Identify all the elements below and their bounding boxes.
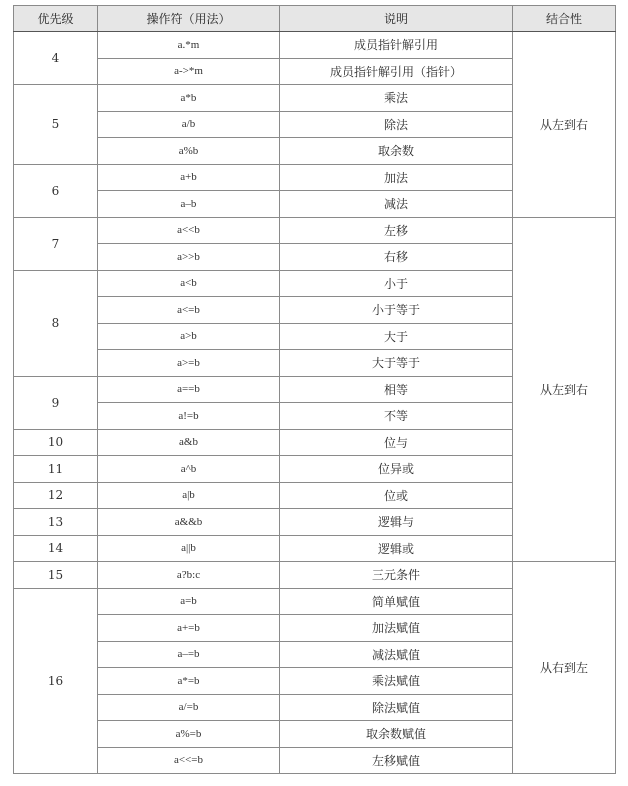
description-cell: 成员指针解引用（指针） xyxy=(280,58,513,85)
precedence-cell: 8 xyxy=(14,270,98,376)
usage-cell: a=b xyxy=(98,588,280,615)
table-row xyxy=(14,32,616,59)
precedence-cell: 6 xyxy=(14,164,98,217)
description-cell: 加法 xyxy=(280,164,513,191)
header-associativity: 结合性 xyxy=(513,6,616,32)
precedence-cell: 16 xyxy=(14,588,98,774)
usage-cell: a%b xyxy=(98,138,280,165)
usage-cell: a>=b xyxy=(98,350,280,377)
precedence-cell: 5 xyxy=(14,85,98,165)
usage-cell: a*=b xyxy=(98,668,280,695)
usage-cell: a<<b xyxy=(98,217,280,244)
description-cell: 大于 xyxy=(280,323,513,350)
usage-cell: a||b xyxy=(98,535,280,562)
associativity-cell: 从左到右 xyxy=(513,217,616,562)
precedence-cell: 14 xyxy=(14,535,98,562)
associativity-cell: 从右到左 xyxy=(513,562,616,774)
description-cell: 相等 xyxy=(280,376,513,403)
description-cell: 左移 xyxy=(280,217,513,244)
description-cell: 除法 xyxy=(280,111,513,138)
description-cell: 减法 xyxy=(280,191,513,218)
usage-cell: a&b xyxy=(98,429,280,456)
usage-cell: a!=b xyxy=(98,403,280,430)
description-cell: 小于 xyxy=(280,270,513,297)
table-row xyxy=(14,562,616,589)
usage-cell: a<=b xyxy=(98,297,280,324)
description-cell: 乘法赋值 xyxy=(280,668,513,695)
usage-cell: a/=b xyxy=(98,694,280,721)
description-cell: 逻辑或 xyxy=(280,535,513,562)
header-precedence: 优先级 xyxy=(14,6,98,32)
usage-cell: a/b xyxy=(98,111,280,138)
description-cell: 减法赋值 xyxy=(280,641,513,668)
usage-cell: a&&b xyxy=(98,509,280,536)
header-operator: 操作符（用法） xyxy=(98,6,280,32)
usage-cell: a>>b xyxy=(98,244,280,271)
table-header-row xyxy=(14,6,616,32)
description-cell: 右移 xyxy=(280,244,513,271)
usage-cell: a^b xyxy=(98,456,280,483)
usage-cell: a%=b xyxy=(98,721,280,748)
description-cell: 左移赋值 xyxy=(280,747,513,774)
description-cell: 成员指针解引用 xyxy=(280,32,513,59)
precedence-cell: 4 xyxy=(14,32,98,85)
description-cell: 简单赋值 xyxy=(280,588,513,615)
precedence-cell: 9 xyxy=(14,376,98,429)
precedence-cell: 12 xyxy=(14,482,98,509)
associativity-cell: 从左到右 xyxy=(513,32,616,218)
usage-cell: a|b xyxy=(98,482,280,509)
description-cell: 除法赋值 xyxy=(280,694,513,721)
description-cell: 位与 xyxy=(280,429,513,456)
description-cell: 取余数 xyxy=(280,138,513,165)
precedence-cell: 15 xyxy=(14,562,98,589)
usage-cell: a==b xyxy=(98,376,280,403)
description-cell: 位异或 xyxy=(280,456,513,483)
precedence-cell: 7 xyxy=(14,217,98,270)
usage-cell: a–=b xyxy=(98,641,280,668)
description-cell: 小于等于 xyxy=(280,297,513,324)
description-cell: 位或 xyxy=(280,482,513,509)
usage-cell: a*b xyxy=(98,85,280,112)
usage-cell: a>b xyxy=(98,323,280,350)
precedence-cell: 11 xyxy=(14,456,98,483)
usage-cell: a.*m xyxy=(98,32,280,59)
usage-cell: a–b xyxy=(98,191,280,218)
description-cell: 乘法 xyxy=(280,85,513,112)
usage-cell: a+b xyxy=(98,164,280,191)
precedence-cell: 10 xyxy=(14,429,98,456)
description-cell: 取余数赋值 xyxy=(280,721,513,748)
description-cell: 逻辑与 xyxy=(280,509,513,536)
usage-cell: a?b:c xyxy=(98,562,280,589)
table-row xyxy=(14,217,616,244)
operator-precedence-table xyxy=(13,5,616,774)
usage-cell: a<b xyxy=(98,270,280,297)
usage-cell: a<<=b xyxy=(98,747,280,774)
description-cell: 三元条件 xyxy=(280,562,513,589)
description-cell: 大于等于 xyxy=(280,350,513,377)
precedence-cell: 13 xyxy=(14,509,98,536)
header-description: 说明 xyxy=(280,6,513,32)
usage-cell: a->*m xyxy=(98,58,280,85)
description-cell: 加法赋值 xyxy=(280,615,513,642)
description-cell: 不等 xyxy=(280,403,513,430)
usage-cell: a+=b xyxy=(98,615,280,642)
